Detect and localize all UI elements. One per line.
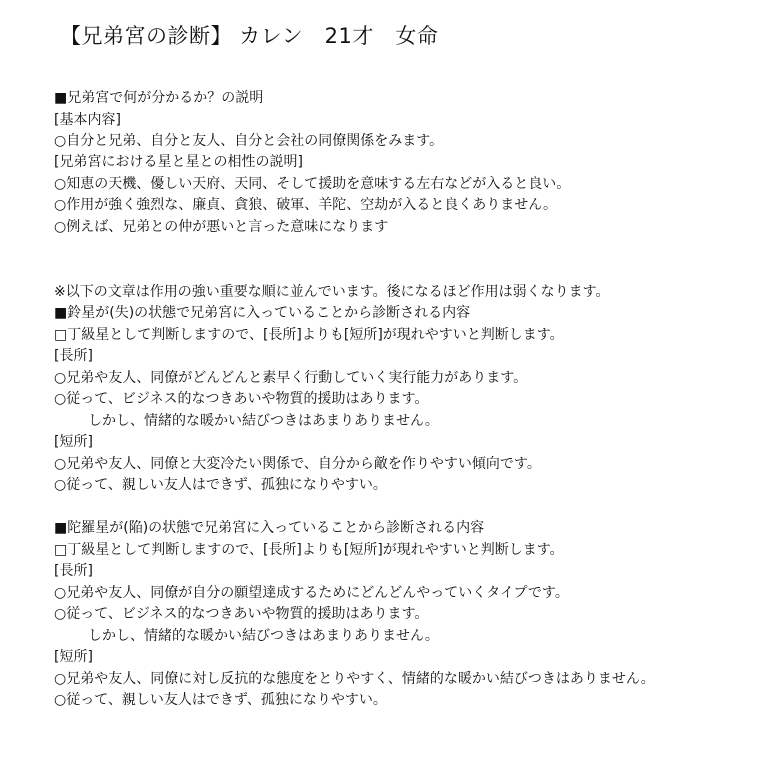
section2-grade: □丁級星として判断しますので、[長所]よりも[短所]が現れやすいと判断します。 (54, 542, 564, 558)
stars-line: ○作用が強く強烈な、廉貞、貪狼、破軍、羊陀、空劫が入ると良くありません。 (54, 197, 558, 213)
page-title: 【兄弟宮の診断】 カレン 21才 女命 (60, 24, 439, 48)
section1-weakness: ○兄弟や友人、同僚と大変冷たい関係で、自分から敵を作りやすい傾向です。 (54, 456, 541, 472)
section1-weakness: ○従って、親しい友人はできず、孤独になりやすい。 (54, 477, 387, 493)
intro-heading: ■兄弟宮で何が分かるか？の説明 (54, 90, 264, 106)
basic-text: ○自分と兄弟、自分と友人、自分と会社の同僚関係をみます。 (54, 133, 444, 149)
section1-grade: □丁級星として判断しますので、[長所]よりも[短所]が現れやすいと判断します。 (54, 327, 564, 343)
stars-line: ○知恵の天機、優しい天府、天同、そして援助を意味する左右などが入ると良い。 (54, 176, 571, 192)
stars-label: [兄弟宮における星と星との相性の説明] (54, 154, 303, 170)
section2-weakness: ○従って、親しい友人はできず、孤独になりやすい。 (54, 692, 387, 708)
section1-strength-note: しかし、情緒的な暖かい結びつきはあまりありません。 (88, 413, 439, 429)
section1-heading: ■鈴星が(失)の状態で兄弟宮に入っていることから診断される内容 (54, 305, 471, 321)
section2-strength: ○従って、ビジネス的なつきあいや物質的援助はあります。 (54, 606, 429, 622)
section1-strength: ○兄弟や友人、同僚がどんどんと素早く行動していく実行能力があります。 (54, 370, 528, 386)
section2-weaknesses-label: [短所] (54, 649, 93, 665)
section2-weakness: ○兄弟や友人、同僚に対し反抗的な態度をとりやすく、情緒的な暖かい結びつきはありません。 (54, 671, 655, 687)
section2-strengths-label: [長所] (54, 563, 93, 579)
stars-line: ○例えば、兄弟との仲が悪いと言った意味になります (54, 219, 389, 235)
basic-label: [基本内容] (54, 112, 121, 128)
order-note: ※以下の文章は作用の強い重要な順に並んでいます。後になるほど作用は弱くなります。 (54, 284, 610, 300)
section2-heading: ■陀羅星が(陥)の状態で兄弟宮に入っていることから診断される内容 (54, 520, 485, 536)
section1-weaknesses-label: [短所] (54, 434, 93, 450)
section2-strength-note: しかし、情緒的な暖かい結びつきはあまりありません。 (88, 628, 439, 644)
section1-strength: ○従って、ビジネス的なつきあいや物質的援助はあります。 (54, 391, 429, 407)
section1-strengths-label: [長所] (54, 348, 93, 364)
section2-strength: ○兄弟や友人、同僚が自分の願望達成するためにどんどんやっていくタイプです。 (54, 585, 569, 601)
